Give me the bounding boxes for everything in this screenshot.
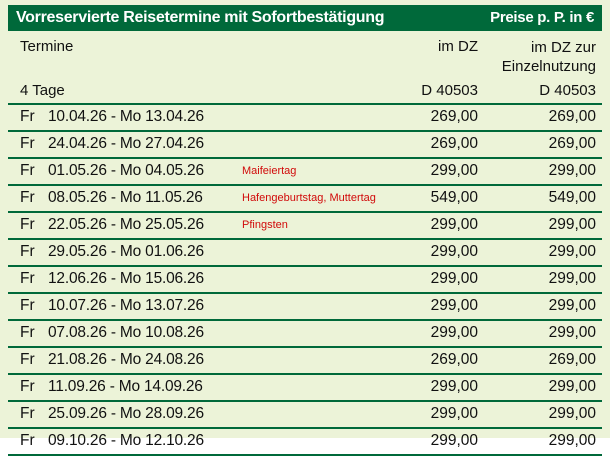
row-price-ez: 299,00 xyxy=(548,216,596,233)
row-note: Maifeiertag xyxy=(242,165,297,177)
table-row xyxy=(8,211,602,238)
row-price-ez: 269,00 xyxy=(548,135,596,152)
row-date-range: 11.09.26 - Mo 14.09.26 xyxy=(48,378,203,395)
table-row xyxy=(8,103,602,130)
row-date-range: 08.05.26 - Mo 11.05.26 xyxy=(48,189,203,206)
header-ez-label xyxy=(502,38,596,76)
row-price-ez: 299,00 xyxy=(548,378,596,395)
table-row xyxy=(8,427,602,456)
row-price-dz: 269,00 xyxy=(430,135,478,152)
row-date-range: 29.05.26 - Mo 01.06.26 xyxy=(48,243,204,260)
table-title-bar xyxy=(8,5,602,31)
row-date-range: 07.08.26 - Mo 10.08.26 xyxy=(48,324,204,341)
row-price-ez: 549,00 xyxy=(548,189,596,206)
table-row xyxy=(8,238,602,265)
row-price-ez: 299,00 xyxy=(548,162,596,179)
row-day: Fr xyxy=(20,243,35,260)
row-date-range: 10.07.26 - Mo 13.07.26 xyxy=(48,297,204,314)
row-price-dz: 269,00 xyxy=(430,351,478,368)
row-day: Fr xyxy=(20,270,35,287)
row-price-ez: 269,00 xyxy=(548,351,596,368)
row-price-ez: 299,00 xyxy=(548,324,596,341)
row-price-ez: 299,00 xyxy=(548,243,596,260)
row-price-dz: 269,00 xyxy=(430,108,478,125)
row-day: Fr xyxy=(20,297,35,314)
row-date-range: 24.04.26 - Mo 27.04.26 xyxy=(48,135,204,152)
header-dz-label: im DZ xyxy=(438,38,478,55)
price-note: Preise p. P. in € xyxy=(490,9,594,26)
row-note: Hafengeburtstag, Muttertag xyxy=(242,192,376,204)
header-termine: Termine xyxy=(20,38,74,55)
table-body xyxy=(8,103,602,456)
table-row xyxy=(8,265,602,292)
row-date-range: 22.05.26 - Mo 25.05.26 xyxy=(48,216,204,233)
table-row xyxy=(8,373,602,400)
row-price-dz: 299,00 xyxy=(430,324,478,341)
row-price-ez: 299,00 xyxy=(548,297,596,314)
row-price-ez: 299,00 xyxy=(548,270,596,287)
row-day: Fr xyxy=(20,324,35,341)
row-price-dz: 299,00 xyxy=(430,378,478,395)
row-day: Fr xyxy=(20,378,35,395)
row-date-range: 25.09.26 - Mo 28.09.26 xyxy=(48,405,204,422)
row-price-dz: 299,00 xyxy=(430,297,478,314)
header-ez-label-line2: Einzelnutzung xyxy=(501,58,596,75)
row-date-range: 09.10.26 - Mo 12.10.26 xyxy=(48,432,204,449)
row-day: Fr xyxy=(20,189,35,206)
row-date-range: 21.08.26 - Mo 24.08.26 xyxy=(48,351,204,368)
header-ez-label-line1: im DZ zur xyxy=(531,39,596,56)
row-date-range: 01.05.26 - Mo 04.05.26 xyxy=(48,162,204,179)
table-header xyxy=(8,33,602,103)
row-price-dz: 549,00 xyxy=(430,189,478,206)
row-price-dz: 299,00 xyxy=(430,270,478,287)
row-day: Fr xyxy=(20,432,35,449)
row-price-dz: 299,00 xyxy=(430,243,478,260)
row-note: Pfingsten xyxy=(242,219,288,231)
row-price-dz: 299,00 xyxy=(430,216,478,233)
header-dz-code: D 40503 xyxy=(421,82,478,99)
header-duration: 4 Tage xyxy=(20,82,65,99)
row-price-dz: 299,00 xyxy=(430,405,478,422)
table-row xyxy=(8,346,602,373)
row-day: Fr xyxy=(20,405,35,422)
row-day: Fr xyxy=(20,135,35,152)
row-day: Fr xyxy=(20,351,35,368)
table-row xyxy=(8,130,602,157)
row-price-ez: 299,00 xyxy=(548,405,596,422)
row-day: Fr xyxy=(20,216,35,233)
row-price-dz: 299,00 xyxy=(430,162,478,179)
row-date-range: 10.04.26 - Mo 13.04.26 xyxy=(48,108,204,125)
row-price-dz: 299,00 xyxy=(430,432,478,449)
table-row xyxy=(8,400,602,427)
table-row xyxy=(8,292,602,319)
row-price-ez: 299,00 xyxy=(548,432,596,449)
table-row xyxy=(8,157,602,184)
row-price-ez: 269,00 xyxy=(548,108,596,125)
header-ez-code: D 40503 xyxy=(539,82,596,99)
table-row xyxy=(8,319,602,346)
row-day: Fr xyxy=(20,108,35,125)
row-date-range: 12.06.26 - Mo 15.06.26 xyxy=(48,270,204,287)
table-title: Vorreservierte Reisetermine mit Sofortbestätigung xyxy=(16,9,385,26)
row-day: Fr xyxy=(20,162,35,179)
table-row xyxy=(8,184,602,211)
